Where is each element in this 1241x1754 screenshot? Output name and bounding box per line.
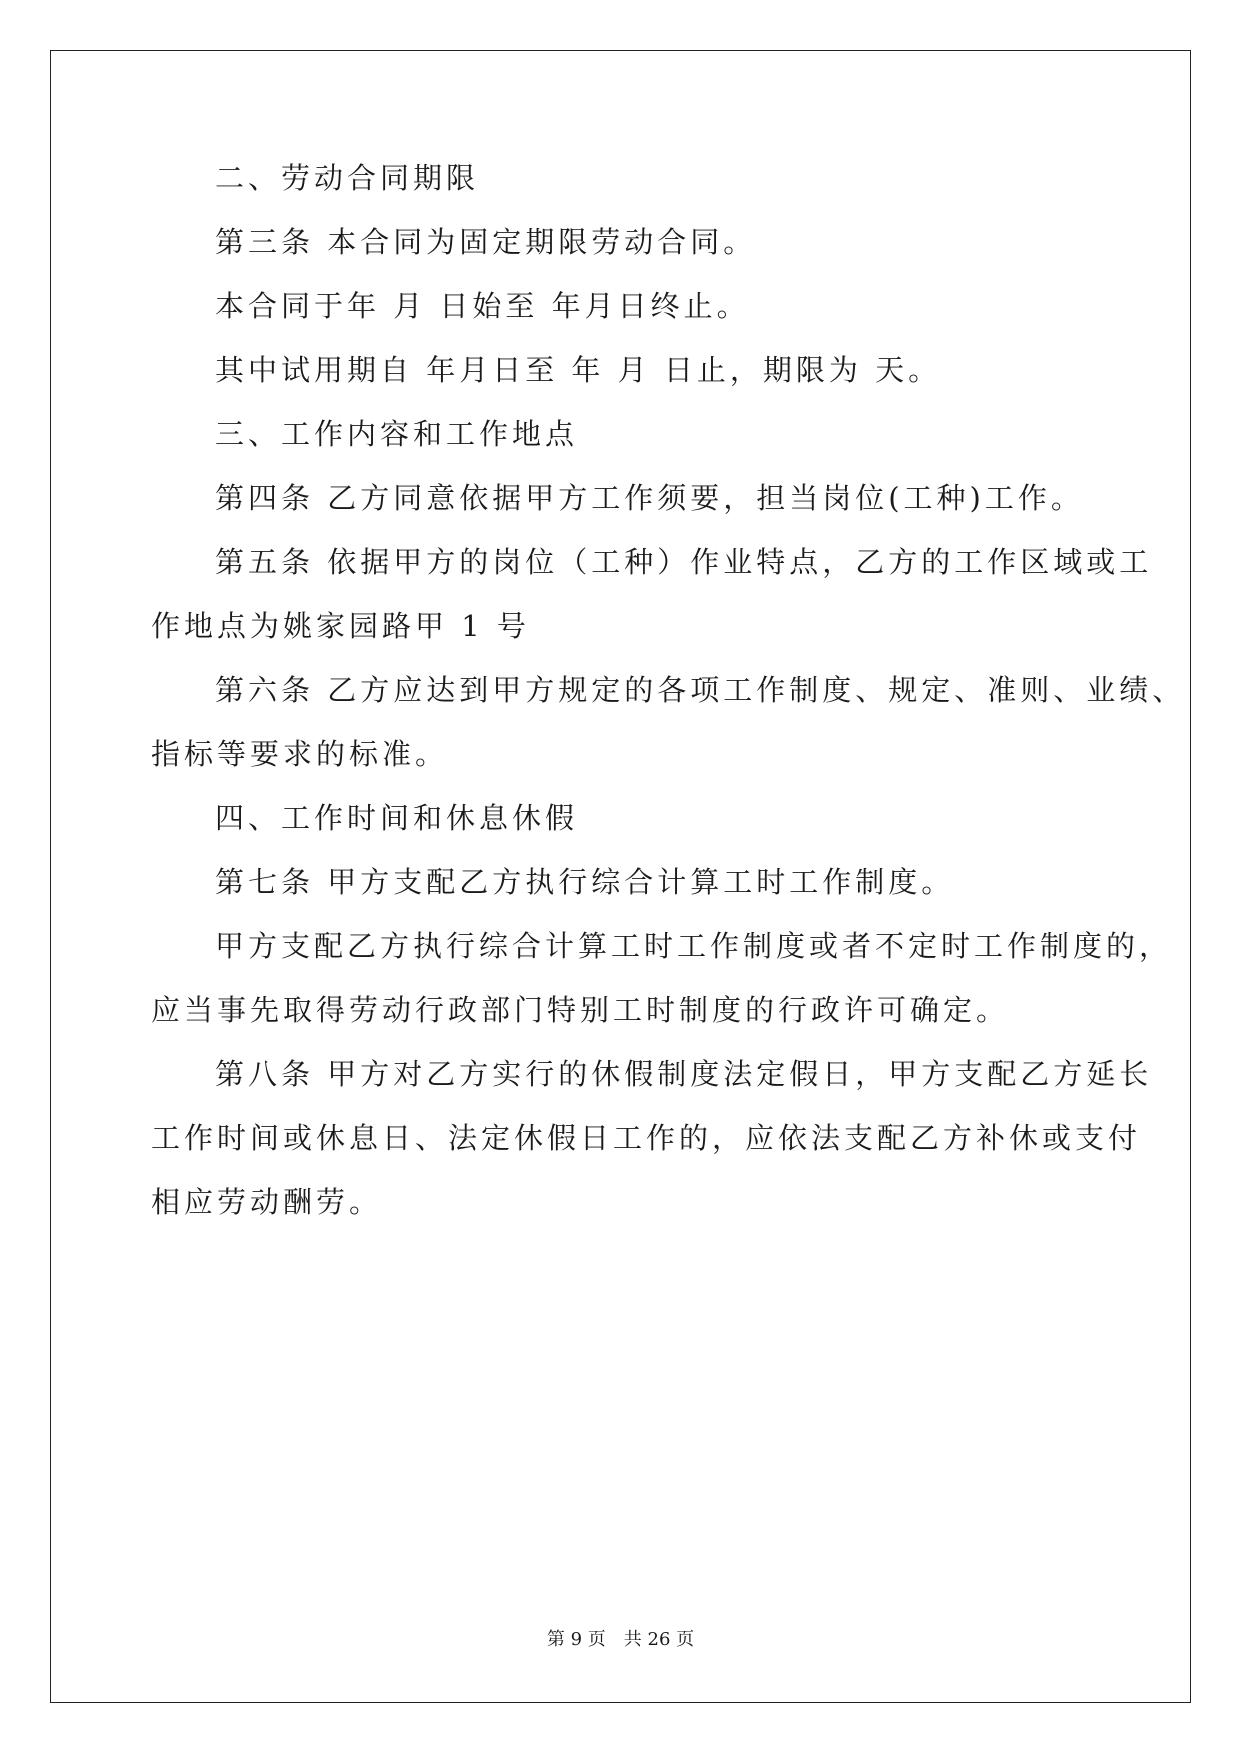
- article-7-detail-line-2: 应当事先取得劳动行政部门特别工时制度的行政许可确定。: [151, 993, 1010, 1027]
- article-4: 第四条 乙方同意依据甲方工作须要，担当岗位(工种)工作。: [215, 481, 1084, 515]
- probation-line: 其中试用期自 年月日至 年 月 日止，期限为 天。: [215, 353, 942, 387]
- article-7-detail-line-1: 甲方支配乙方执行综合计算工时工作制度或者不定时工作制度的，: [215, 929, 1173, 963]
- contract-term-line: 本合同于年 月 日始至 年月日终止。: [215, 289, 750, 323]
- article-7: 第七条 甲方支配乙方执行综合计算工时工作制度。: [215, 865, 955, 899]
- page-footer: [0, 1628, 1241, 1652]
- total-pages: 共 26 页: [623, 1629, 695, 1650]
- article-8-line-2: 工作时间或休息日、法定休假日工作的，应依法支配乙方补休或支付: [151, 1121, 1142, 1155]
- section-heading-4: 四、工作时间和休息休假: [215, 801, 579, 835]
- page-number: 第 9 页: [546, 1629, 606, 1650]
- section-heading-2: 二、劳动合同期限: [215, 161, 480, 195]
- article-5-line-2: 作地点为姚家园路甲 1 号: [151, 609, 530, 643]
- article-3: 第三条 本合同为固定期限劳动合同。: [215, 225, 757, 259]
- article-8-line-1: 第八条 甲方对乙方实行的休假制度法定假日，甲方支配乙方延长: [215, 1057, 1153, 1091]
- article-8-line-3: 相应劳动酬劳。: [151, 1185, 383, 1219]
- article-5-line-1: 第五条 依据甲方的岗位（工种）作业特点，乙方的工作区域或工: [215, 545, 1153, 579]
- section-heading-3: 三、工作内容和工作地点: [215, 417, 579, 451]
- article-6-line-2: 指标等要求的标准。: [151, 737, 449, 771]
- article-6-line-1: 第六条 乙方应达到甲方规定的各项工作制度、规定、准则、业绩、: [215, 673, 1186, 707]
